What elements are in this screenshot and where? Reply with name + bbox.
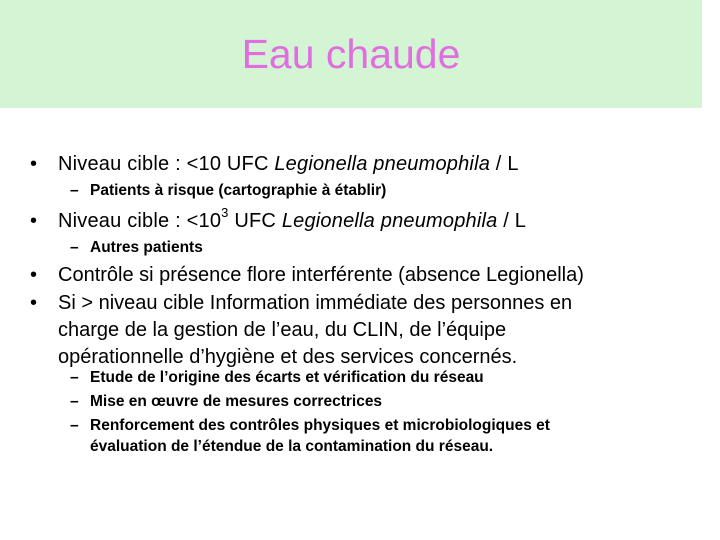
bullet-text [58,205,527,235]
sub-bullet-text: Mise en œuvre de mesures correctrices [90,393,383,410]
bullet-text-italic: Legionella pneumophila [281,210,498,232]
sub-bullet-marker: – [70,417,79,434]
sub-bullet-marker: – [70,393,79,410]
bullet-text-prefix: Niveau cible : <10 [58,210,222,232]
bullet-text-line: opérationnelle d’hygiène et des services concernés. [58,346,518,368]
sub-bullet-text-line: évaluation de l’étendue de la contamination du réseau. [90,438,494,455]
bullet-text-suffix: / L [497,210,527,232]
bullet-text-italic: Legionella pneumophila [274,153,491,175]
bullet-text-line: charge de la gestion de l’eau, du CLIN, de l’équipe [58,319,507,341]
sub-bullet-text: Autres patients [90,239,203,256]
bullet-marker: • [30,292,38,314]
sub-bullet-text: Etude de l’origine des écarts et vérification du réseau [90,369,484,386]
sub-bullet-marker: – [70,239,79,256]
bullet-text-line: Si > niveau cible Information immédiate des personnes en [58,292,573,314]
bullet-text-prefix: Niveau cible : <10 UFC [58,153,275,175]
sub-bullet-marker: – [70,369,79,386]
bullet-text-suffix: / L [490,153,519,175]
bullet-marker: • [30,153,38,175]
bullet-marker: • [30,210,38,232]
bullet-text-middle: UFC [228,210,282,232]
sub-bullet-text-line: Renforcement des contrôles physiques et microbiologiques et [90,417,550,434]
sub-bullet-text: Patients à risque (cartographie à établir) [90,182,387,199]
bullet-text: Contrôle si présence flore interférente (absence Legionella) [58,264,584,286]
bullet-text-superscript: 3 [221,205,229,221]
slide-title: Eau chaude [241,31,461,77]
bullet-marker: • [30,264,38,286]
sub-bullet-marker: – [70,182,79,199]
bullet-text [58,151,519,178]
